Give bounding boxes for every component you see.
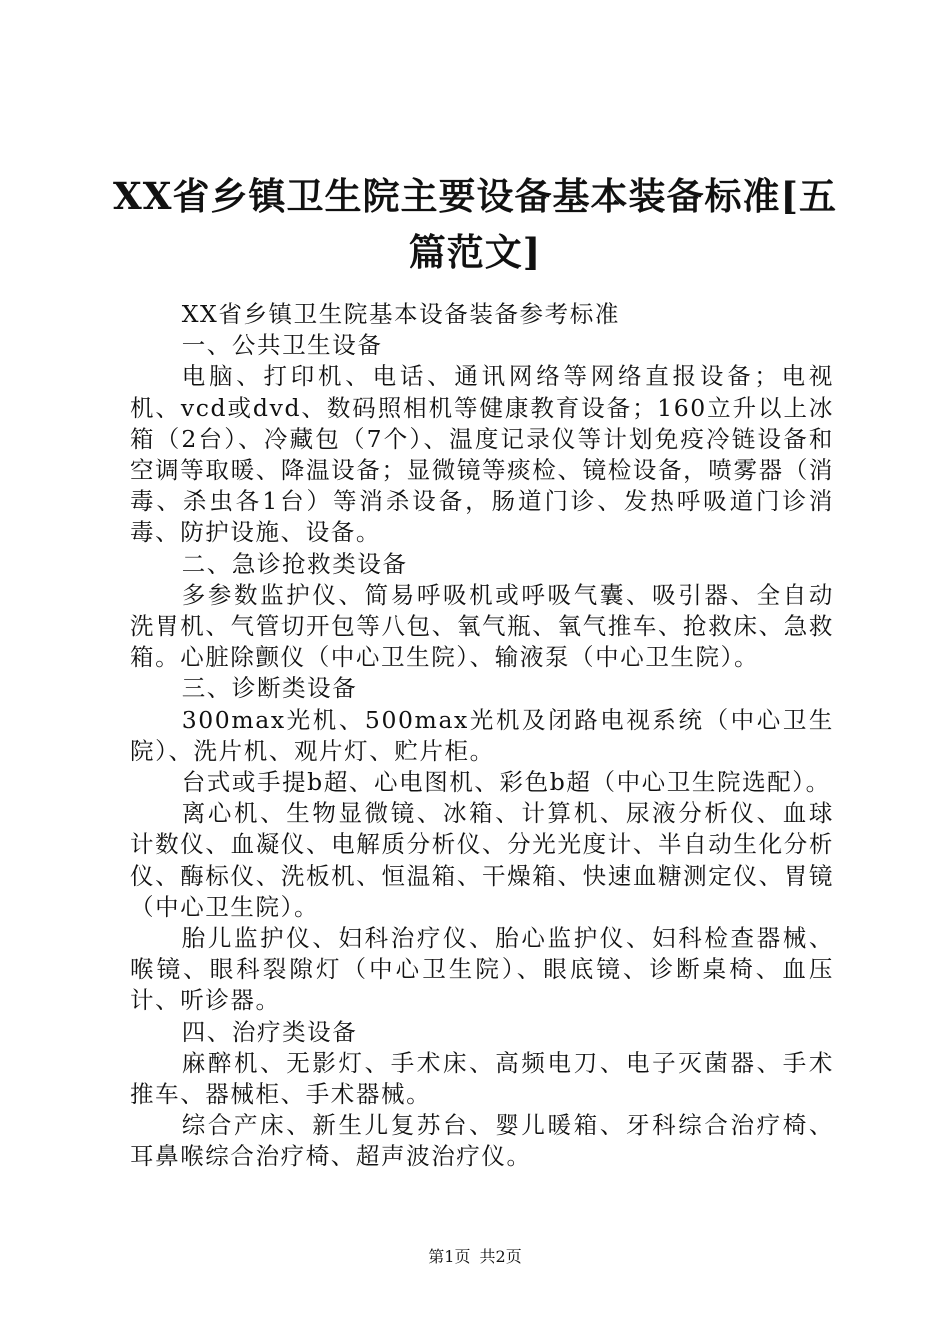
paragraph-surgery: 麻醉机、无影灯、手术床、高频电刀、电子灭菌器、手术推车、器械柜、手术器械。 <box>130 1048 834 1109</box>
paragraph-subtitle: XX省乡镇卫生院基本设备装备参考标准 <box>181 300 620 328</box>
section-heading-treatment: 四、治疗类设备 <box>181 1017 358 1046</box>
section-heading-public-health: 一、公共卫生设备 <box>181 331 383 360</box>
paragraph-xray: 300max光机、500max光机及闭路电视系统（中心卫生院）、洗片机、观片灯、贮片柜。 <box>130 705 834 765</box>
page-number: 第1页 <box>428 1247 471 1266</box>
paragraph-ultrasound: 台式或手提b超、心电图机、彩色b超（中心卫生院选配）。 <box>181 768 831 797</box>
page-total: 共2页 <box>479 1247 522 1266</box>
paragraph-emergency: 多参数监护仪、简易呼吸机或呼吸气囊、吸引器、全自动洗胃机、气管切开包等八包、氧气瓶、氧气推车、抢救床、急救箱。心脏除颤仪（中心卫生院）、输液泵（中心卫生院）。 <box>130 580 834 672</box>
document-body <box>130 299 834 1173</box>
page-footer <box>0 1244 950 1267</box>
paragraph-gyn: 胎儿监护仪、妇科治疗仪、胎心监护仪、妇科检查器械、喉镜、眼科裂隙灯（中心卫生院）、眼底镜、诊断桌椅、血压计、听诊器。 <box>130 924 834 1015</box>
paragraph-public-health: 电脑、打印机、电话、通讯网络等网络直报设备；电视机、vcd或dvd、数码照相机等健康教育设备；160立升以上冰箱（2台）、冷藏包（7个）、温度记录仪等计划免疫冷链设备和空调等取暖、降温设备；显微镜等痰检、镜检设备，喷雾器（消毒、杀虫各1台）等消杀设备，肠道门诊、发热呼吸道门诊消毒、防护设施、设备。 <box>130 362 834 547</box>
section-heading-emergency: 二、急诊抢救类设备 <box>181 549 408 578</box>
paragraph-lab: 离心机、生物显微镜、冰箱、计算机、尿液分析仪、血球计数仪、血凝仪、电解质分析仪、分光光度计、半自动生化分析仪、酶标仪、洗板机、恒温箱、干燥箱、快速血糖测定仪、胃镜（中心卫生院）。 <box>130 799 834 921</box>
section-heading-diagnosis: 三、诊断类设备 <box>181 674 358 703</box>
document-title: XX省乡镇卫生院主要设备基本装备标准[五篇范文] <box>113 174 837 274</box>
paragraph-obstetric: 综合产床、新生儿复苏台、婴儿暖箱、牙科综合治疗椅、耳鼻喉综合治疗椅、超声波治疗仪。 <box>130 1111 834 1171</box>
